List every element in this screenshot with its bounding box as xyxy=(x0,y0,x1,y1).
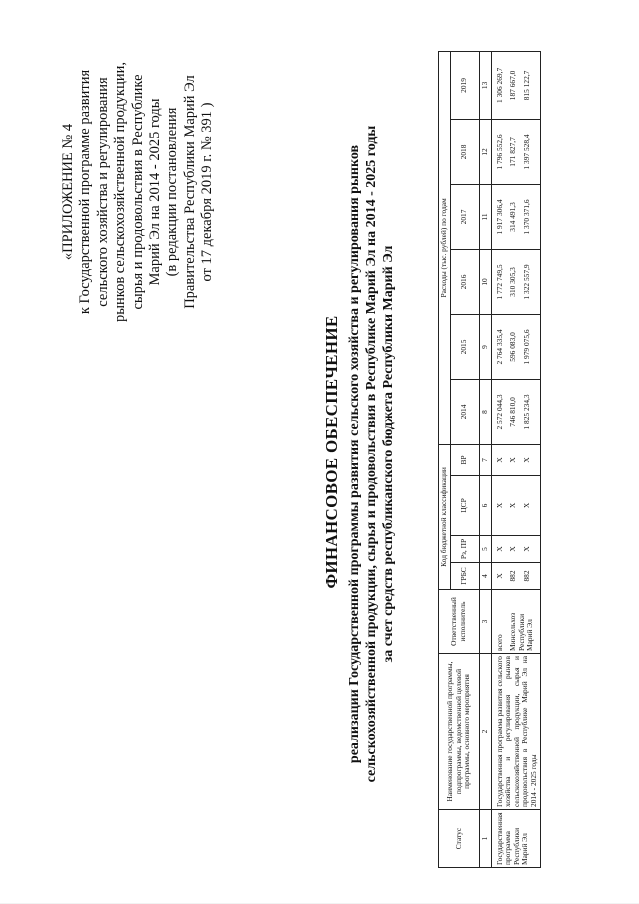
annex-block xyxy=(60,42,217,342)
header-vr: ВР xyxy=(450,444,479,475)
expense-value: 1 322 557,9 xyxy=(521,264,531,300)
header-name: Наименование государственной программы, подпрограммы, ведомственной целевой программы, основного мероприятия xyxy=(439,654,480,810)
annex-line: сельского хозяйства и регулирования xyxy=(94,77,111,307)
csr-value: X xyxy=(521,502,531,509)
expense-2019-cell xyxy=(491,51,540,119)
subtitle-line: реализации Государственной программы развития сельского хозяйства и регулирования рынков xyxy=(347,144,362,764)
grbs-value: 882 xyxy=(508,570,518,582)
grbs-value: 882 xyxy=(521,570,531,582)
expense-value: 746 810,0 xyxy=(508,397,518,427)
column-number: 5 xyxy=(479,536,491,563)
column-number: 1 xyxy=(479,810,491,868)
column-number: 7 xyxy=(479,444,491,475)
expense-2014-cell xyxy=(491,379,540,444)
header-year: 2019 xyxy=(450,51,479,119)
csr-cell xyxy=(491,476,540,536)
status-cell: Государственная программа Республики Марий Эл xyxy=(491,810,540,868)
subtitle-line: сельскохозяйственной продукции, сырья и продовольствия в Республике Марий Эл на 2014 - 2025 годы xyxy=(364,125,379,783)
expense-value: 171 827,7 xyxy=(508,137,518,167)
table-row xyxy=(491,51,540,867)
column-number: 6 xyxy=(479,476,491,536)
header-year: 2016 xyxy=(450,249,479,314)
column-number: 2 xyxy=(479,654,491,810)
header-year: 2014 xyxy=(450,379,479,444)
header-rz-pr: Рз, ПР xyxy=(450,536,479,563)
expense-2016-cell xyxy=(491,249,540,314)
annex-line: «ПРИЛОЖЕНИЕ № 4 xyxy=(60,123,76,261)
expense-value: 1 397 528,4 xyxy=(521,134,531,170)
expense-value: 2 572 044,3 xyxy=(494,394,504,430)
rz-pr-cell xyxy=(491,536,540,563)
csr-value: X xyxy=(494,502,504,509)
document-title: ФИНАНСОВОЕ ОБЕСПЕЧЕНИЕ xyxy=(322,315,341,589)
column-number: 12 xyxy=(479,119,491,184)
column-number: 11 xyxy=(479,184,491,249)
expense-value: 1 825 234,3 xyxy=(521,394,531,430)
expense-value: 1 979 075,6 xyxy=(521,329,531,365)
vr-value: X xyxy=(494,457,504,463)
column-number: 9 xyxy=(479,314,491,379)
expense-2018-cell xyxy=(491,119,540,184)
header-year: 2015 xyxy=(450,314,479,379)
program-name-cell: Государственная программа развития сельского хозяйства и регулирования рынков сельскохозяйственной продукции, сырья и продовольствия в Республике Марий Эл на 2014 - 2025 годы xyxy=(491,654,540,810)
subtitle-line: за счет средств республиканского бюджета Республики Марий Эл xyxy=(381,245,396,663)
annex-line: Правительства Республики Марий Эл xyxy=(181,75,198,309)
financing-table xyxy=(438,51,541,868)
executor-ministry: Минсельхоз Республики Марий Эл xyxy=(508,612,535,651)
annex-line: Марий Эл на 2014 - 2025 годы xyxy=(147,98,164,286)
expense-2015-cell xyxy=(491,314,540,379)
executor-cell xyxy=(491,590,540,654)
header-grbs: ГРБС xyxy=(450,563,479,590)
expense-value: 2 764 335,4 xyxy=(494,329,504,365)
grbs-cell xyxy=(491,563,540,590)
header-expenses: Расходы (тыс. рублей) по годам xyxy=(439,51,451,444)
expense-value: 310 305,3 xyxy=(508,267,518,297)
vr-value: X xyxy=(508,457,518,463)
column-number: 13 xyxy=(479,51,491,119)
expense-value: 815 122,7 xyxy=(521,70,531,101)
expense-value: 1 917 306,4 xyxy=(494,199,504,235)
csr-value: X xyxy=(508,502,518,509)
column-number: 3 xyxy=(479,590,491,654)
header-csr: ЦСР xyxy=(450,476,479,536)
rz-pr-value: X xyxy=(508,546,518,552)
expense-2017-cell xyxy=(491,184,540,249)
grbs-value: X xyxy=(494,573,504,579)
expense-value: 187 667,0 xyxy=(508,70,518,101)
column-number: 8 xyxy=(479,379,491,444)
column-number: 4 xyxy=(479,563,491,590)
expense-value: 596 083,0 xyxy=(508,332,518,362)
header-executor: Ответственный исполнитель xyxy=(439,590,480,654)
header-budget-code: Код бюджетной классификации xyxy=(439,444,451,589)
header-year: 2017 xyxy=(450,184,479,249)
column-number-row xyxy=(479,51,491,867)
header-year: 2018 xyxy=(450,119,479,184)
annex-line: от 17 декабря 2019 г. № 391 ) xyxy=(199,102,216,282)
annex-line: сырья и продовольствия в Республике xyxy=(129,74,146,310)
vr-value: X xyxy=(521,457,531,463)
annex-line: (в редакции постановления xyxy=(164,107,181,277)
expense-value: 1 796 552,6 xyxy=(494,134,504,170)
rz-pr-value: X xyxy=(521,546,531,552)
expense-value: 1 306 269,7 xyxy=(494,67,504,103)
rz-pr-value: X xyxy=(494,546,504,552)
column-number: 10 xyxy=(479,249,491,314)
executor-total: всего xyxy=(494,634,504,651)
annex-line: рынков сельскохозяйственной продукции, xyxy=(112,62,129,322)
annex-line: к Государственной программе развития xyxy=(77,69,94,315)
vr-cell xyxy=(491,444,540,475)
header-status: Статус xyxy=(439,810,480,868)
expense-value: 1 370 371,6 xyxy=(521,199,531,235)
expense-value: 314 491,3 xyxy=(508,202,518,232)
expense-value: 1 772 749,5 xyxy=(494,264,504,300)
document-subtitle xyxy=(346,64,397,844)
